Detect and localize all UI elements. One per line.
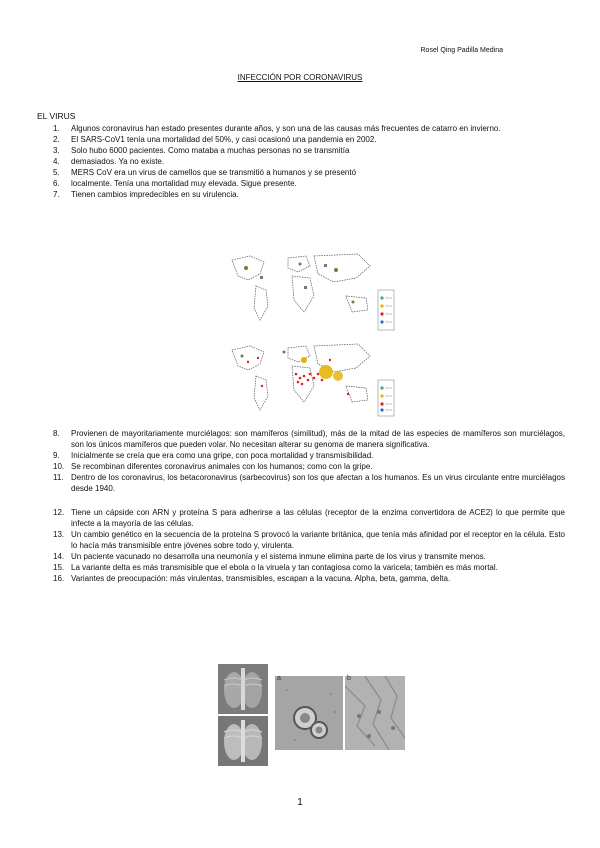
list-item: 9. Inicialmente se creía que era como una gripe, con poca mortalidad y transmisibilidad.: [53, 451, 374, 460]
list-b: [53, 428, 565, 584]
list-item: 5. MERS CoV era un virus de camellos que se transmitió a humanos y se presentó: [53, 168, 357, 177]
world-map-figure-top: [218, 246, 396, 334]
xray-image-top: [218, 664, 268, 714]
electron-microscopy-virus-image: [275, 676, 343, 750]
figure-letter-a: a: [277, 675, 281, 682]
author-name: Rosel Qing Padilla Medina: [420, 47, 503, 54]
page-number: 1: [297, 797, 303, 808]
list-item: 3. Solo hubo 6000 pacientes. Como mataba a muchas personas no se transmitía: [53, 146, 350, 155]
list-item: 2. El SARS-CoV1 tenía una mortalidad del 50%, y casi ocasionó una pandemia en 2002.: [53, 135, 377, 144]
list-item: 12. Tiene un cápside con ARN y proteína S para adherirse a las células (receptor de la enzima convertidora de ACE2) lo que permite que infecte a la mayoría de las células.: [53, 508, 565, 528]
electron-microscopy-tissue-image: [345, 676, 405, 750]
section-title: EL VIRUS: [37, 111, 76, 121]
list-item: 15. La variante delta es más transmisible que el ebola o la viruela y tan contagiosa como la varicela; también es más mortal.: [53, 563, 498, 572]
list-item: 6. localmente. Tenía una mortalidad muy elevada. Sigue presente.: [53, 179, 297, 188]
list-item: 1. Algunos coronavirus han estado presentes durante años, y son una de las causas más frecuentes de catarro en invierno.: [53, 124, 501, 133]
figure-letter-b: b: [347, 675, 351, 682]
list-item: 10. Se recombinan diferentes coronavirus animales con los humanos; como con la gripe.: [53, 462, 373, 471]
document-title: INFECCIÓN POR CORONAVIRUS: [237, 73, 363, 82]
list-item: 11. Dentro de los coronavirus, los betacoronavirus (sarbecovirus) son los que afectan a los humanos. Es un virus circulante entre murciélagos desde 1940.: [53, 473, 565, 493]
list-item: 13. Un cambio genético en la secuencia de la proteína S provocó la variante británica, que tenía más afinidad por el receptor en la célula. Esto lo hacía más transmisible entre jóvenes sobre todo y, virulenta.: [53, 530, 565, 550]
list-item: 7. Tienen cambios impredecibles en su virulencia.: [53, 190, 239, 199]
xray-image-bottom: [218, 716, 268, 766]
list-item: 16. Variantes de preocupación: más virulentas, transmisibles, escapan a la vacuna. Alpha, beta, gamma, delta.: [53, 574, 451, 583]
world-map-figure-bottom: [218, 338, 396, 422]
list-item: 14. Un paciente vacunado no desarrolla una neumonía y el sistema inmune elimina parte de los virus y transmite menos.: [53, 552, 486, 561]
list-item: 4. demasiados. Ya no existe.: [53, 157, 165, 166]
list-item: 8. Provienen de mayoritariamente murciélagos: son mamíferos (similitud), más de la mitad de las especies de mamíferos son murciélagos, son los únicos mamíferos que pueden volar. No necesitan alterar su genoma de manera significativa.: [53, 429, 565, 449]
list-a: [53, 123, 565, 200]
